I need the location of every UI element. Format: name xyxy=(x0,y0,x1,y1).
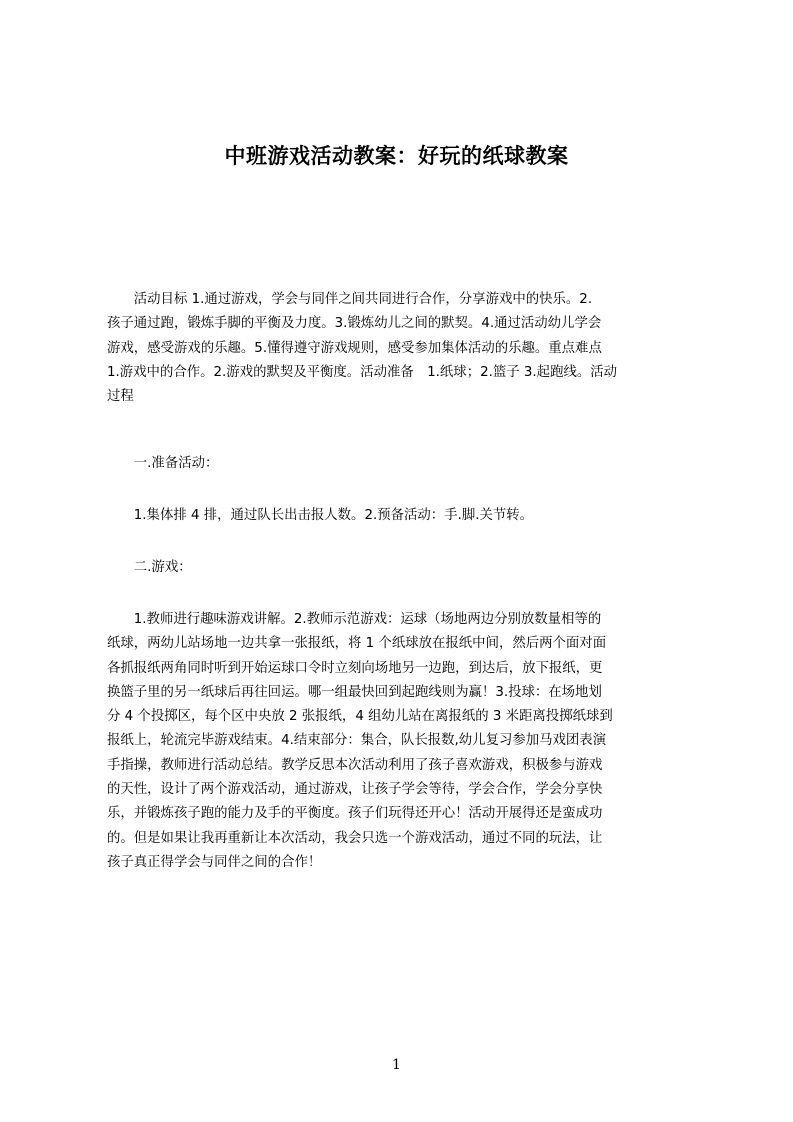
page-number: 1 xyxy=(392,1057,401,1073)
paragraph-line: 各抓报纸两角同时听到开始运球口令时立刻向场地另一边跑，到达后，放下报纸，更 xyxy=(107,660,603,676)
paragraph-line: 手指操，教师进行活动总结。教学反思本次活动利用了孩子喜欢游戏，积极参与游戏 xyxy=(107,757,603,773)
paragraph-line: 报纸上，轮流完毕游戏结束。4.结束部分：集合，队长报数,幼儿复习参加马戏团表演 xyxy=(107,733,607,749)
paragraph-line: 孩子真正得学会与同伴之间的合作！ xyxy=(107,854,322,870)
paragraph-line: 1.教师进行趣味游戏讲解。2.教师示范游戏：运球（场地两边分别放数量相等的 xyxy=(107,612,602,627)
paragraph-line: 换篮子里的另一纸球后再往回运。哪一组最快回到起跑线则为赢！3.投球：在场地划 xyxy=(107,684,602,700)
game-paragraph xyxy=(107,608,697,875)
paragraph-line: 孩子通过跑，锻炼手脚的平衡及力度。3.锻炼幼儿之间的默契。4.通过活动幼儿学会 xyxy=(107,316,602,332)
section-heading-text: 一.准备活动： xyxy=(107,456,219,471)
paragraph-line: 分 4 个投掷区，每个区中央放 2 张报纸，4 组幼儿站在离报纸的 3 米距离投掷纸球到 xyxy=(107,709,613,725)
paragraph-line: 游戏，感受游戏的乐趣。5.懂得遵守游戏规则，感受参加集体活动的乐趣。重点难点 xyxy=(107,340,602,356)
preparation-paragraph xyxy=(107,504,697,528)
section-heading-game xyxy=(107,556,697,580)
paragraph-line: 乐，并锻炼孩子跑的能力及手的平衡度。孩子们玩得还开心！活动开展得还是蛮成功 xyxy=(107,806,603,822)
document-title: 中班游戏活动教案：好玩的纸球教案 xyxy=(224,144,569,168)
section-heading-text: 二.游戏： xyxy=(107,560,192,575)
paragraph-line: 的。但是如果让我再重新让本次活动，我会只选一个游戏活动，通过不同的玩法，让 xyxy=(107,830,603,846)
paragraph-line: 活动目标 1.通过游戏，学会与同伴之间共同进行合作，分享游戏中的快乐。2. xyxy=(107,292,593,307)
paragraph-line: 1.集体排 4 排，通过队长出击报人数。2.预备活动：手.脚.关节转。 xyxy=(107,508,534,523)
section-heading-preparation xyxy=(107,452,697,476)
paragraph-line: 1.游戏中的合作。2.游戏的默契及平衡度。活动准备 1.纸球；2.篮子 3.起跑线。活动 xyxy=(107,364,618,380)
paragraph-line: 纸球，两幼儿站场地一边共拿一张报纸，将 1 个纸球放在报纸中间，然后两个面对面 xyxy=(107,636,607,652)
activity-goals-paragraph xyxy=(107,288,697,409)
paragraph-line: 过程 xyxy=(107,389,134,405)
paragraph-line: 的天性，设计了两个游戏活动，通过游戏，让孩子学会等待，学会合作，学会分享快 xyxy=(107,782,603,798)
